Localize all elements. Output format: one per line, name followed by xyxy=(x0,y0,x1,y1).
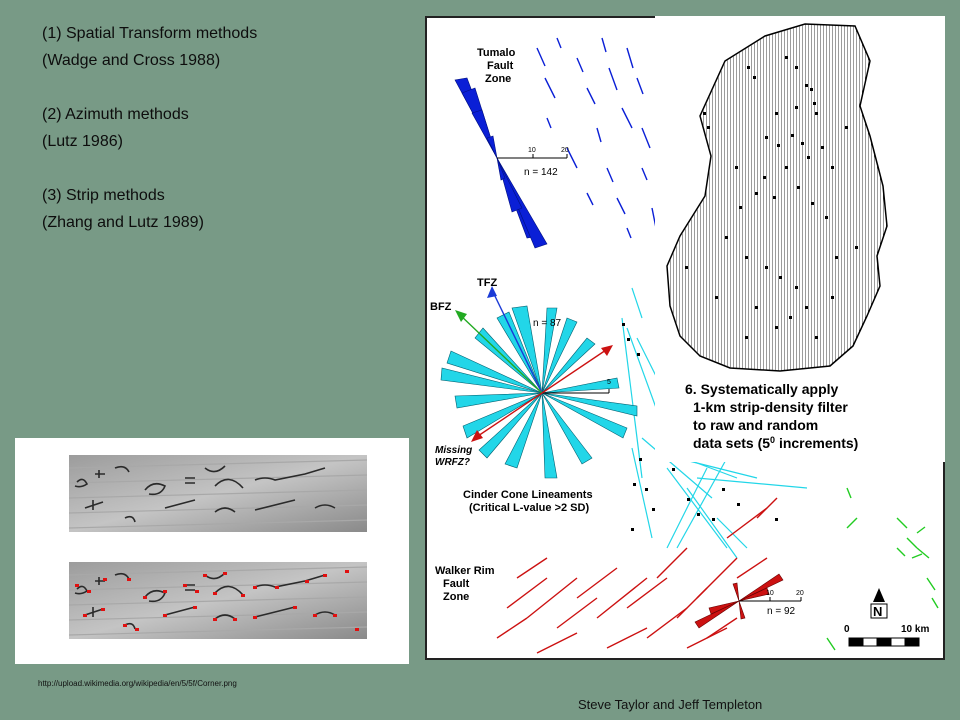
corner-detection-image xyxy=(15,438,409,664)
method-1-reference: (Wadge and Cross 1988) xyxy=(42,52,221,69)
author-credit: Steve Taylor and Jeff Templeton xyxy=(578,697,763,712)
inset-caption-line3: to raw and random xyxy=(693,417,819,433)
tumalo-label-line3: Zone xyxy=(485,73,512,85)
walker-rim-fault-lines xyxy=(497,498,777,653)
walker-rose-tick-10: 10 xyxy=(766,590,774,597)
tumalo-rose-tick-10: 10 xyxy=(528,147,536,154)
tumalo-fault-lines xyxy=(537,38,656,238)
walker-label-line2: Fault xyxy=(443,578,470,590)
walker-label-line3: Zone xyxy=(443,591,470,603)
north-label: N xyxy=(873,604,883,619)
missing-label-line2: WRFZ? xyxy=(435,457,470,468)
tumalo-rose-diagram xyxy=(455,78,547,248)
cinder-rose-tick-5: 5 xyxy=(607,379,611,386)
image-source-url: http://upload.wikimedia.org/wikipedia/en/5/5f/Corner.png xyxy=(38,679,237,688)
scale-start-label: 0 xyxy=(844,624,850,635)
inset-caption-degree: 0 xyxy=(770,435,776,445)
missing-label-line1: Missing xyxy=(435,445,473,456)
scale-end-label: 10 km xyxy=(901,624,930,635)
tumalo-label-line1: Tumalo xyxy=(477,47,516,59)
method-2-reference: (Lutz 1986) xyxy=(42,133,123,150)
handwriting-photo-original xyxy=(69,455,367,532)
cinder-rose-count: n = 87 xyxy=(533,318,562,329)
strip-density-inset xyxy=(655,16,945,462)
method-3-title: (3) Strip methods xyxy=(42,187,165,204)
inset-caption-line4 xyxy=(693,435,858,451)
handwriting-photo-corners xyxy=(69,562,367,639)
methods-list xyxy=(42,20,402,236)
tfz-label: TFZ xyxy=(477,277,498,289)
walker-rose-tick-20: 20 xyxy=(796,590,804,597)
tumalo-rose-count: n = 142 xyxy=(524,167,558,178)
cinder-caption-line1: Cinder Cone Lineaments xyxy=(463,489,593,501)
inset-caption-line2: 1-km strip-density filter xyxy=(693,399,848,415)
study-area-polygon xyxy=(667,24,887,371)
method-2-title: (2) Azimuth methods xyxy=(42,106,189,123)
walker-label-line1: Walker Rim xyxy=(435,565,495,577)
inset-caption-line4-b: increments) xyxy=(775,435,859,451)
tumalo-rose-axes xyxy=(497,154,567,158)
method-3-reference: (Zhang and Lutz 1989) xyxy=(42,214,204,231)
tumalo-label-line2: Fault xyxy=(487,60,514,72)
strip-density-graphic xyxy=(655,16,945,462)
inset-caption-line4-a: data sets (5 xyxy=(693,435,771,451)
walker-rose-count: n = 92 xyxy=(767,606,796,617)
corner-photos xyxy=(15,438,409,664)
scale-bar xyxy=(849,638,919,646)
inset-caption-line1: 6. Systematically apply xyxy=(685,381,839,397)
cinder-caption-line2: (Critical L-value >2 SD) xyxy=(469,502,590,514)
tumalo-rose-tick-20: 20 xyxy=(561,147,569,154)
bfz-label: BFZ xyxy=(430,301,452,313)
method-1-title: (1) Spatial Transform methods xyxy=(42,25,258,42)
